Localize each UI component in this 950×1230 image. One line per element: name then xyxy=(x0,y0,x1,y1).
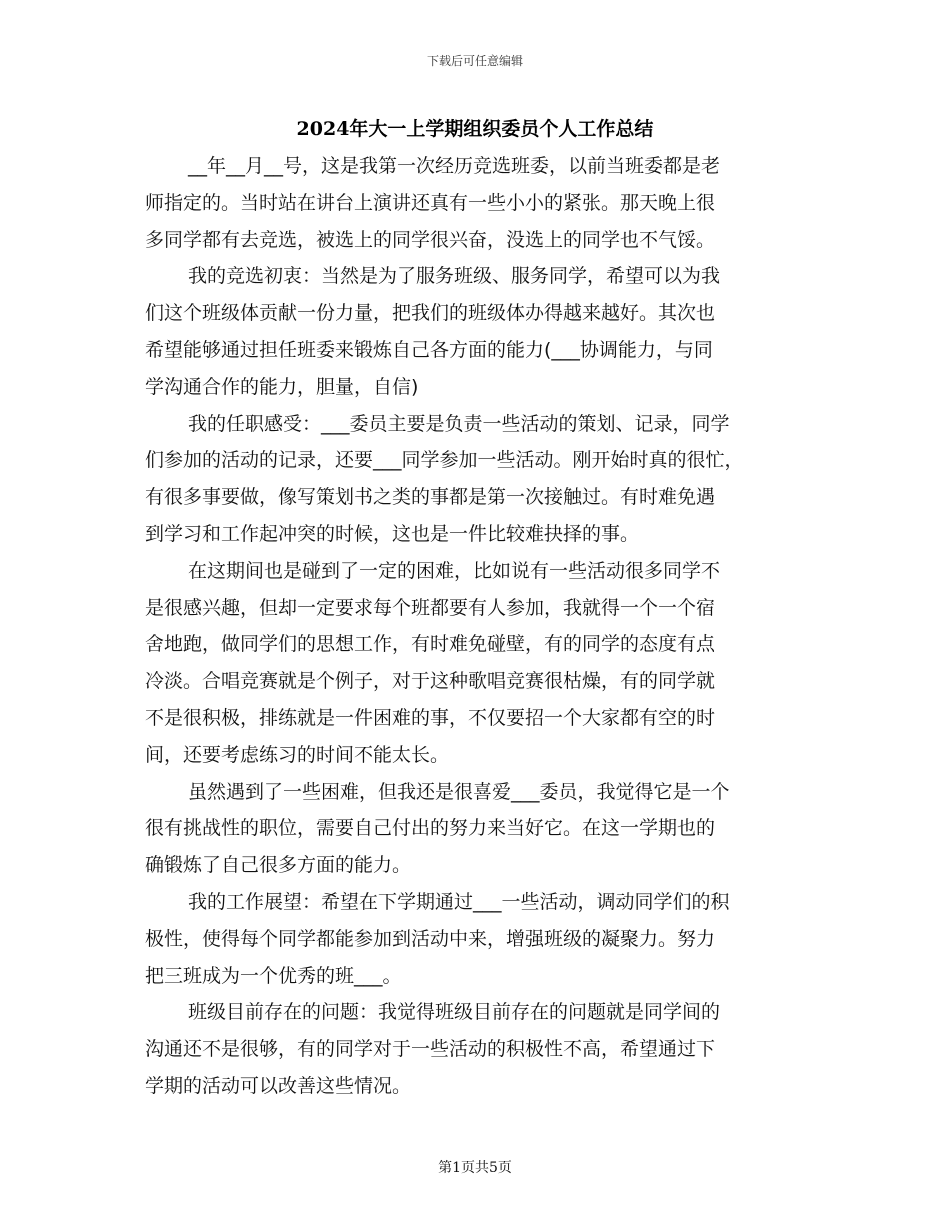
text-line: 冷淡。合唱竞赛就是个例子，对于这种歌唱竞赛很枯燥，有的同学就 xyxy=(145,670,716,693)
text-line: 不是很积极，排练就是一件困难的事，不仅要招一个大家都有空的时 xyxy=(145,706,716,729)
text-line: 多同学都有去竞选，被选上的同学很兴奋，没选上的同学也不气馁。 xyxy=(145,228,716,251)
text-line: 到学习和工作起冲突的时候，这也是一件比较难抉择的事。 xyxy=(145,522,640,545)
text-line: 班级目前存在的问题：我觉得班级目前存在的问题就是同学间的 xyxy=(188,1001,721,1024)
paragraph xyxy=(145,553,811,774)
paragraph xyxy=(145,774,811,884)
text-line: 希望能够通过担任班委来锻炼自己各方面的能力(___协调能力，与同 xyxy=(145,338,713,361)
paragraph xyxy=(145,148,811,258)
text-line: 们参加的活动的记录，还要___同学参加一些活动。刚开始时真的很忙， xyxy=(145,449,744,472)
text-line: 们这个班级体贡献一份力量，把我们的班级体办得越来越好。其次也 xyxy=(145,302,716,325)
text-line: 很有挑战性的职位，需要自己付出的努力来当好它。在这一学期也的 xyxy=(145,817,716,840)
text-line: __年__月__号，这是我第一次经历竞选班委，以前当班委都是老 xyxy=(188,155,721,177)
page-footer: 第1页共5页 xyxy=(438,1160,512,1176)
text-line: 极性，使得每个同学都能参加到活动中来，增强班级的凝聚力。努力 xyxy=(145,927,716,950)
text-line: 虽然遇到了一些困难，但我还是很喜爱___委员，我觉得它是一个 xyxy=(188,780,730,803)
text-line: 确锻炼了自己很多方面的能力。 xyxy=(145,854,412,877)
header-note: 下载后可任意编辑 xyxy=(426,54,523,68)
text-line: 师指定的。当时站在讲台上演讲还真有一些小小的紧张。那天晚上很 xyxy=(145,191,716,214)
text-line: 我的竞选初衷：当然是为了服务班级、服务同学，希望可以为我 xyxy=(188,265,721,288)
text-line: 沟通还不是很够，有的同学对于一些活动的积极性不高，希望通过下 xyxy=(145,1038,716,1061)
text-line: 在这期间也是碰到了一定的困难，比如说有一些活动很多同学不 xyxy=(188,559,721,582)
text-line: 我的任职感受：___委员主要是负责一些活动的策划、记录，同学 xyxy=(188,412,730,435)
text-line: 学期的活动可以改善这些情况。 xyxy=(145,1074,412,1097)
text-line: 有很多事要做，像写策划书之类的事都是第一次接触过。有时难免遇 xyxy=(145,486,716,509)
paragraph xyxy=(145,884,811,994)
paragraph xyxy=(145,994,811,1104)
text-line: 把三班成为一个优秀的班___。 xyxy=(145,964,402,987)
document-title: 2024年大一上学期组织委员个人工作总结 xyxy=(296,118,654,140)
text-line: 是很感兴趣，但却一定要求每个班都要有人参加，我就得一个一个宿 xyxy=(145,596,716,619)
document-body xyxy=(145,148,811,1105)
paragraph xyxy=(145,406,811,553)
text-line: 我的工作展望：希望在下学期通过___一些活动，调动同学们的积 xyxy=(188,890,730,913)
text-line: 舍地跑，做同学们的思想工作，有时难免碰壁，有的同学的态度有点 xyxy=(145,633,716,656)
paragraph xyxy=(145,258,811,405)
text-line: 学沟通合作的能力，胆量，自信) xyxy=(145,375,419,398)
text-line: 间，还要考虑练习的时间不能太长。 xyxy=(145,743,450,766)
